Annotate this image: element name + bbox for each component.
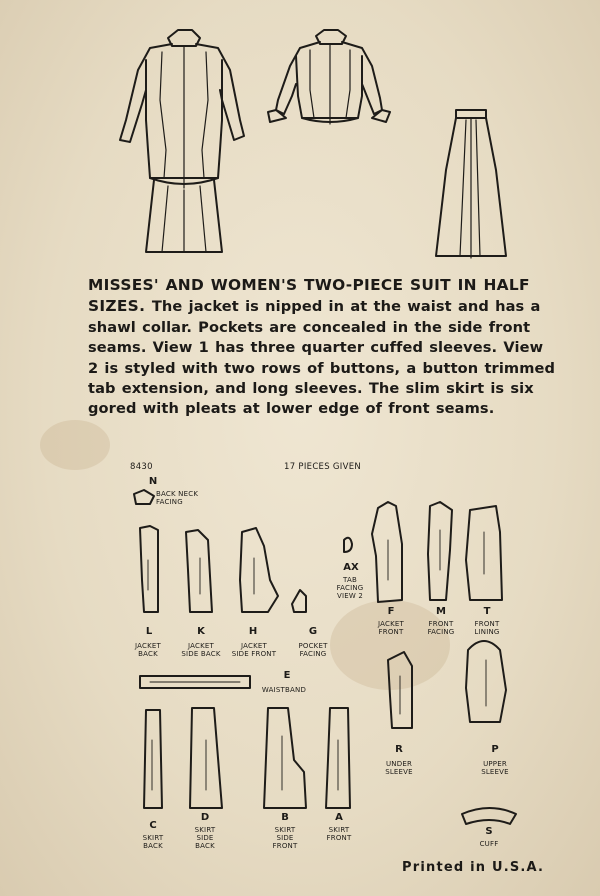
piece-k-letter: K (197, 626, 205, 637)
piece-b-shape (264, 708, 306, 808)
piece-c-shape (144, 710, 162, 808)
piece-t-name: FRONT LINING (474, 620, 500, 637)
suit-back-view-illustration (120, 30, 244, 252)
piece-n-name: BACK NECK FACING (156, 490, 199, 507)
piece-p-letter: P (491, 744, 499, 755)
piece-e-letter: E (283, 670, 291, 681)
piece-g-shape (292, 590, 306, 612)
pattern-description (88, 275, 558, 420)
piece-b-name: SKIRT SIDE FRONT (272, 826, 298, 851)
piece-r-letter: R (395, 744, 403, 755)
piece-r-name: UNDER SLEEVE (385, 760, 413, 777)
piece-s-shape (462, 808, 516, 824)
piece-d-name: SKIRT SIDE BACK (194, 826, 216, 851)
description-headline: MISSES' AND WOMEN'S TWO-PIECE SUIT IN HALF SIZES. (88, 276, 530, 316)
piece-m-letter: M (436, 606, 446, 617)
piece-p-name: UPPER SLEEVE (481, 760, 509, 777)
piece-h-shape (240, 528, 278, 612)
piece-ax-letter: AX (343, 562, 359, 573)
piece-c-letter: C (149, 820, 157, 831)
piece-l-letter: L (145, 626, 153, 637)
piece-a-letter: A (335, 812, 343, 823)
piece-e-name: WAISTBAND (261, 686, 307, 694)
piece-f-shape (372, 502, 402, 602)
skirt-illustration (436, 110, 506, 258)
piece-f-name: JACKET FRONT (378, 620, 404, 637)
piece-ax-name: TAB FACING VIEW 2 (336, 576, 364, 601)
piece-s-name: CUFF (479, 840, 499, 848)
piece-h-name: JACKET SIDE FRONT (231, 642, 277, 659)
piece-b-letter: B (281, 812, 289, 823)
piece-n-letter: N (148, 476, 158, 487)
description-body: The jacket is nipped in at the waist and has a shawl collar. Pockets are concealed in the side front seams. View 1 has three quarter cuffed sleeves. View 2 is styled with two rows of buttons, a button trimmed tab extension, and long sleeves. The slim skirt is six gored with pleats at lower edge of front seams. (88, 298, 556, 418)
piece-d-letter: D (200, 812, 210, 823)
piece-g-name: POCKET FACING (298, 642, 328, 659)
piece-k-name: JACKET SIDE BACK (181, 642, 221, 659)
pattern-number: 8430 (130, 462, 153, 472)
printed-in-usa: Printed in U.S.A. (402, 860, 545, 875)
piece-f-letter: F (387, 606, 395, 617)
piece-g-letter: G (308, 626, 318, 637)
piece-k-shape (186, 530, 212, 612)
piece-l-name: JACKET BACK (135, 642, 161, 659)
piece-n-shape (134, 490, 154, 504)
piece-a-name: SKIRT FRONT (326, 826, 352, 843)
piece-ax-shape (344, 538, 352, 552)
piece-h-letter: H (248, 626, 258, 637)
piece-m-name: FRONT FACING (427, 620, 455, 637)
piece-c-name: SKIRT BACK (142, 834, 164, 851)
piece-t-letter: T (483, 606, 491, 617)
piece-l-shape (140, 526, 158, 612)
jacket-front-view-illustration (268, 30, 390, 124)
pieces-given: 17 PIECES GIVEN (284, 462, 362, 472)
piece-s-letter: S (485, 826, 493, 837)
